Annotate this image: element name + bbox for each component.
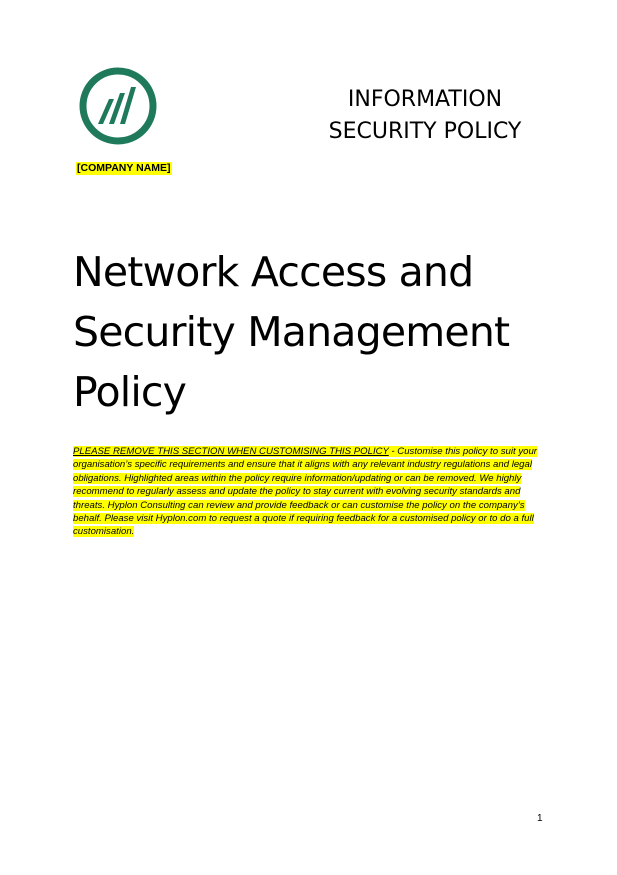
company-logo-icon (78, 66, 158, 146)
company-name-placeholder: [COMPANY NAME] (77, 162, 171, 174)
notice-body: - Customise this policy to suit your organisation’s specific requirements and ensure that it aligns with any relevant industry regulations and legal obligations. Highlighted areas within the policy require information/updating or can be removed. We highly recommend to regularly assess and update the policy to stay current with evolving security standards and threats. Hyplon Consulting can review and provide feedback or can customise the policy on the company’s behalf. Please visit Hyplon.com to request a quote if requiring feedback for a customised policy or to do a full customisation. (73, 446, 537, 538)
customisation-notice (73, 445, 545, 539)
document-type-heading (300, 84, 550, 148)
page-title-line-2: Security Management (73, 308, 510, 356)
page-title (73, 242, 553, 422)
document-type-line-1: INFORMATION (347, 87, 503, 112)
page-title-line-3: Policy (73, 368, 187, 416)
page-number: 1 (537, 813, 543, 824)
notice-heading: PLEASE REMOVE THIS SECTION WHEN CUSTOMISING THIS POLICY (73, 446, 389, 457)
page-title-line-1: Network Access and (73, 248, 474, 296)
document-type-line-2: SECURITY POLICY (328, 119, 522, 144)
